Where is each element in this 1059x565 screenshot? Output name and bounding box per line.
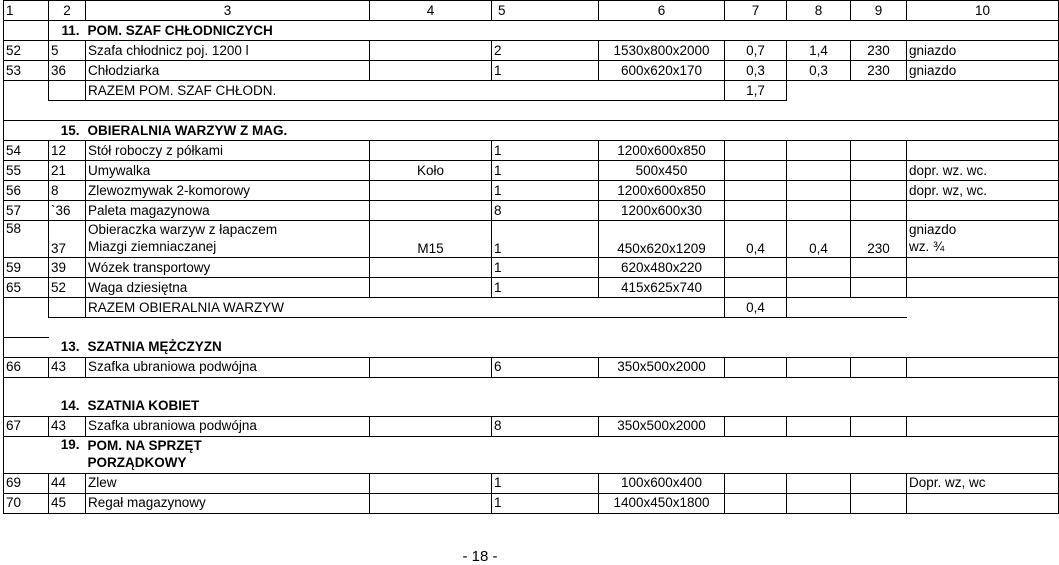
table-row: 66 43 Szafka ubraniowa podwójna 6 350x500x2000 <box>4 357 1059 377</box>
table-row: 70 45 Regał magazynowy 1 1400x450x1800 <box>4 493 1059 513</box>
section-heading-row <box>4 397 1059 417</box>
table-row: 55 21 Umywalka Koło 1 500x450 dopr. wz. wc. <box>4 161 1059 181</box>
section-heading-row <box>4 121 1059 141</box>
header-cell: 9 <box>851 1 907 21</box>
table-row: 65 52 Waga dziesiętna 1 415x625x740 <box>4 278 1059 298</box>
section-title: OBIERALNIA WARZYW Z MAG. <box>87 122 288 138</box>
total-value: 1,7 <box>725 81 787 101</box>
total-value: 0,4 <box>725 298 787 318</box>
section-number: 14. <box>60 398 80 413</box>
table-row: 53 36 Chłodziarka 1 600x620x170 0,3 0,3 230 gniazdo <box>4 61 1059 81</box>
section-heading-row <box>4 21 1059 41</box>
header-cell: 8 <box>787 1 851 21</box>
header-cell: 7 <box>725 1 787 21</box>
table-row: 54 12 Stół roboczy z półkami 1 1200x600x850 <box>4 141 1059 161</box>
equipment-table <box>3 0 1059 514</box>
header-cell: 1 <box>4 1 49 21</box>
header-cell: 2 <box>49 1 86 21</box>
total-label: RAZEM OBIERALNIA WARZYW <box>86 298 725 318</box>
section-total-row <box>4 298 1059 318</box>
header-cell: 4 <box>370 1 492 21</box>
table-row: 56 8 Zlewozmywak 2-komorowy 1 1200x600x850 dopr. wz, wc. <box>4 181 1059 201</box>
section-number: 13. <box>60 338 80 354</box>
header-cell: 5 <box>492 1 599 21</box>
section-number: 15. <box>60 122 80 138</box>
table-row: 67 43 Szafka ubraniowa podwójna 8 350x500x2000 <box>4 416 1059 436</box>
table-row: 58 37 Obieraczka warzyw z łapaczem Miazgi ziemniaczanej M15 1 450x620x1209 0,4 0,4 230 gniazdo wz. ¾ <box>4 221 1059 258</box>
table-row: 52 5 Szafa chłodnicz poj. 1200 l 2 1530x800x2000 0,7 1,4 230 gniazdo <box>4 41 1059 61</box>
table-row: 59 39 Wózek transportowy 1 620x480x220 <box>4 258 1059 278</box>
total-label: RAZEM POM. SZAF CHŁODN. <box>86 81 725 101</box>
section-title: SZATNIA MĘŻCZYZN <box>87 338 222 354</box>
table-row: 69 44 Zlew 1 100x600x400 Dopr. wz, wc <box>4 473 1059 493</box>
header-cell: 10 <box>907 1 1059 21</box>
table-row: 57 `36 Paleta magazynowa 8 1200x600x30 <box>4 201 1059 221</box>
section-number: 11. <box>49 21 86 41</box>
section-title: SZATNIA KOBIET <box>87 398 200 413</box>
header-cell: 6 <box>599 1 725 21</box>
section-heading-row <box>4 436 1059 473</box>
section-number: 19. <box>60 436 80 452</box>
section-title: POM. SZAF CHŁODNICZYCH <box>86 21 599 41</box>
section-title: POM. NA SPRZĘT PORZĄDKOWY <box>87 437 202 470</box>
section-heading-row <box>4 337 1059 357</box>
column-header-row <box>4 1 1059 21</box>
section-total-row <box>4 81 1059 101</box>
page-number: - 18 - <box>462 548 498 565</box>
header-cell: 3 <box>86 1 370 21</box>
